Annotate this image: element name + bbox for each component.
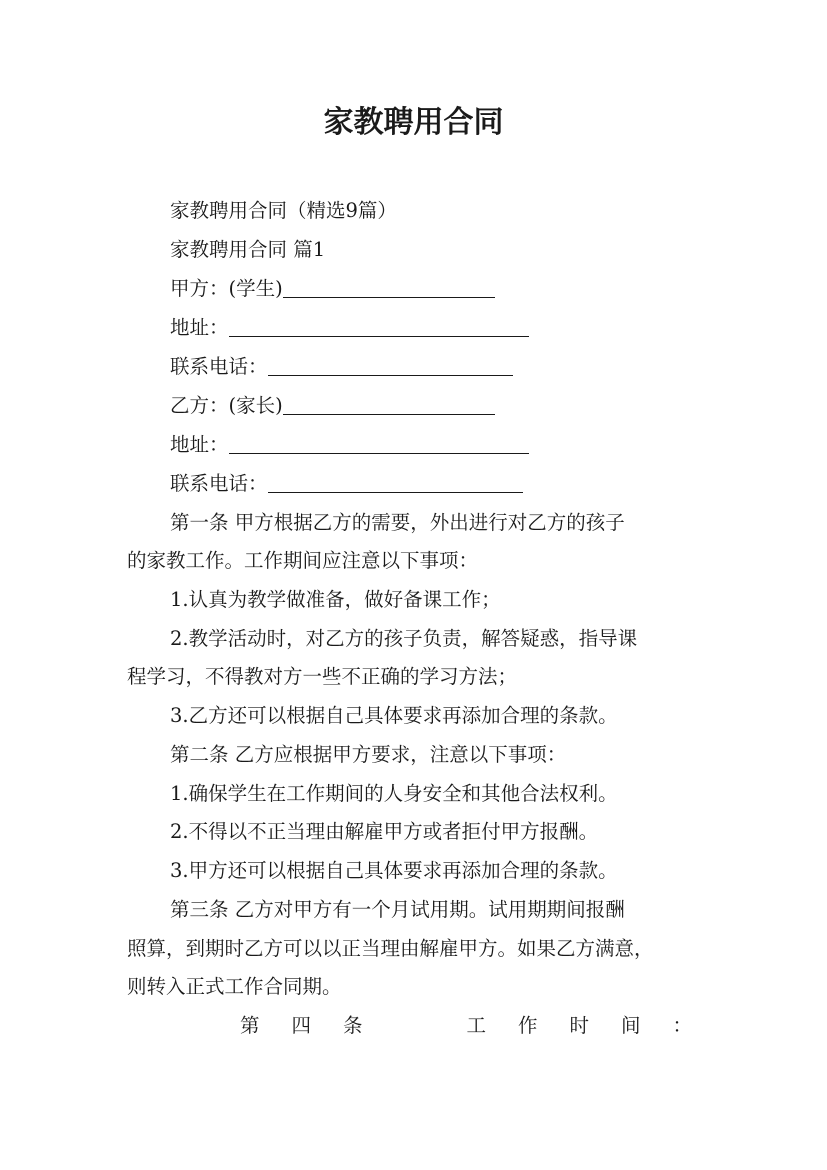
party-b-label: 乙方：(家长) — [170, 394, 283, 417]
article4-spacer — [395, 1011, 435, 1041]
article4-char: 工 — [466, 1014, 486, 1037]
article3-line2: 照算，到期时乙方可以以正当理由解雇甲方。如果乙方满意， — [127, 937, 654, 960]
party-a-row — [0, 274, 827, 304]
party-a-phone-label: 联系电话： — [170, 355, 268, 378]
party-b-blank — [283, 392, 495, 415]
subtitle: 家教聘用合同（精选9篇） — [170, 199, 397, 222]
article4-char: ： — [672, 1014, 692, 1037]
party-b-phone-label: 联系电话： — [170, 472, 268, 495]
article1-item2-line1: 2.教学活动时，对乙方的孩子负责，解答疑惑，指导课 — [170, 627, 638, 650]
party-a-label: 甲方：(学生) — [170, 277, 283, 300]
party-b-address-blank — [229, 431, 529, 454]
document-title: 家教聘用合同 — [323, 105, 504, 140]
article3-line3: 则转入正式工作合同期。 — [127, 975, 342, 998]
party-b-address-row — [0, 430, 827, 460]
article2-item1: 1.确保学生在工作期间的人身安全和其他合法权利。 — [170, 782, 618, 805]
party-a-phone-row — [0, 352, 827, 382]
article3-line1: 第三条 乙方对甲方有一个月试用期。试用期期间报酬 — [170, 898, 625, 921]
article2-item2: 2.不得以不正当理由解雇甲方或者拒付甲方报酬。 — [170, 820, 599, 843]
article1-line2: 的家教工作。工作期间应注意以下事项： — [127, 549, 479, 572]
party-a-address-label: 地址： — [170, 316, 229, 339]
party-a-phone-blank — [268, 353, 513, 376]
article4-char: 第 — [240, 1014, 260, 1037]
article1-item2-line2: 程学习，不得教对方一些不正确的学习方法； — [127, 665, 518, 688]
article4-char: 作 — [517, 1014, 538, 1037]
article1-item3: 3.乙方还可以根据自己具体要求再添加合理的条款。 — [170, 704, 618, 727]
party-b-phone-row — [0, 469, 827, 499]
article2-line1: 第二条 乙方应根据甲方要求，注意以下事项： — [170, 743, 567, 766]
party-a-address-blank — [229, 314, 529, 337]
party-a-address-row — [0, 313, 827, 343]
article4-heading — [240, 1011, 692, 1041]
article1-line1: 第一条 甲方根据乙方的需要，外出进行对乙方的孩子 — [170, 511, 625, 534]
article4-char: 间 — [620, 1014, 641, 1037]
party-b-address-label: 地址： — [170, 433, 229, 456]
party-b-phone-blank — [268, 470, 523, 493]
section-heading: 家教聘用合同 篇1 — [170, 238, 326, 261]
article4-char: 条 — [343, 1014, 363, 1037]
party-a-blank — [283, 275, 495, 298]
article4-char: 时 — [569, 1014, 589, 1037]
article4-char: 四 — [291, 1014, 312, 1037]
article2-item3: 3.甲方还可以根据自己具体要求再添加合理的条款。 — [170, 859, 618, 882]
party-b-row — [0, 391, 827, 421]
article1-item1: 1.认真为教学做准备，做好备课工作； — [170, 588, 501, 611]
